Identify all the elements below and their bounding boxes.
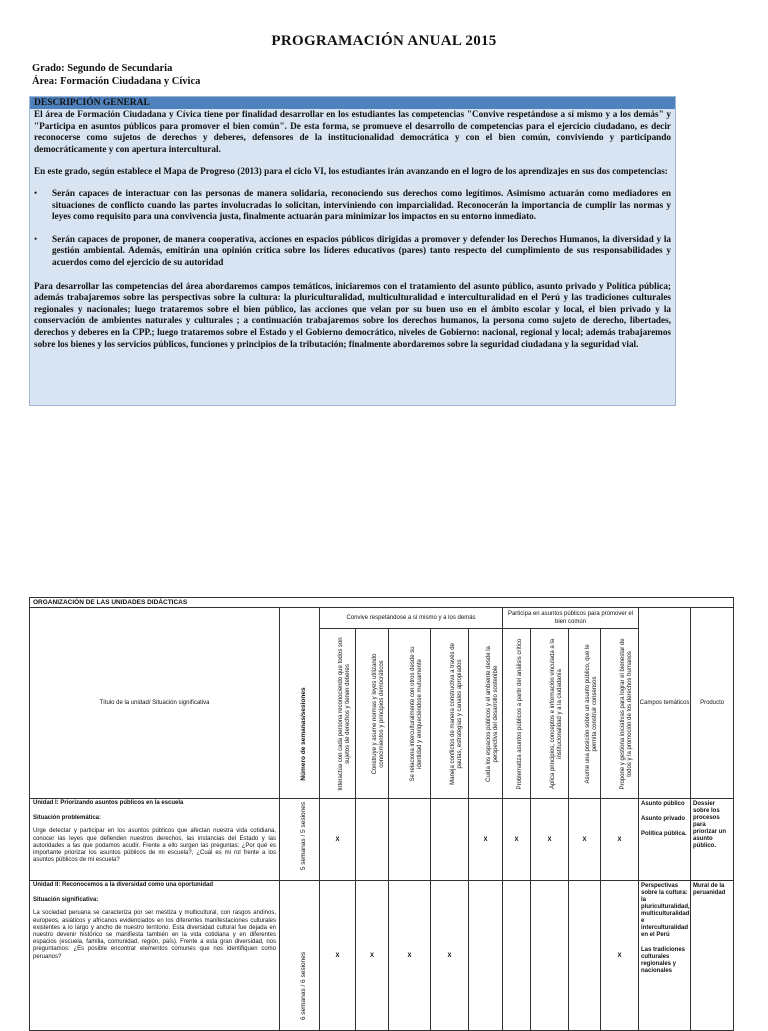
bullet-text: Serán capaces de proponer, de manera cooperativa, acciones en espacios públicos dirigidas a promover y defender los Derechos Humanos, la diversidad y la gestión ambiental. Además, emitirán una opinión crítica sobre los líderes educativos (pares) tanto respecto del cumplimiento de sus responsabilidades y acuerdos como del ejercicio de su autoridad (52, 233, 671, 267)
unit-1-situation-label: Situación problemática: (33, 815, 102, 822)
document-meta (32, 62, 200, 88)
table-heading-row (30, 598, 734, 608)
unit-2-title: Unidad II: Reconocemos a la diversidad como una oportunidad (33, 882, 214, 888)
capacity-header (356, 629, 389, 799)
bullet-text: Serán capaces de interactuar con las personas de manera solidaria, reconociendo sus derechos como legítimos. Asimismo actuarán como mediadores en situaciones de conflicto cuando las partes involucradas lo solicitan, interviniendo con imparcialidad. Reconocerán la importancia de cumplir las normas y leyes como requisito para una convivencia justa, finalmente actuarán para minimizar los impactos en su entorno inmediato. (52, 187, 671, 222)
unit-2-mark-1: X (320, 881, 356, 1031)
unit-2-mark-3: X (389, 881, 431, 1031)
unit-1-mark-1: X (320, 799, 356, 881)
campo-item: Las tradiciones culturales regionales y nacionales (641, 947, 686, 974)
unit-2-mark-empty (531, 881, 569, 1031)
competency-bullet-2 (34, 234, 671, 269)
unit-2-producto (691, 881, 734, 1031)
unit-2-situation-text: La sociedad peruana se caracteriza por ser mestiza y multicultural, con rasgos andinos, europeos, asiáticos y africanos evidenciados en los diferentes manifestaciones culturales existentes a lo largo y ancho de nuestro territorio. Esta diversidad cultural fue dejada en nuestro devenir histórico se manifiesta también en la vida cotidiana y en diferentes espacios (escuela, familia, comunidad, región, país). Frente a esta gran diversidad, nos preguntamos: ¿Es posible encontrar elementos comunes que nos identifiquen como peruanos? (33, 910, 276, 960)
table-heading: ORGANIZACIÓN DE LAS UNIDADES DIDÁCTICAS (30, 598, 734, 608)
table-row (30, 799, 734, 881)
campos-header: Campos temáticos (639, 608, 691, 799)
capacity-header-text: Aplica principios, conceptos e información vinculada a la institucionalidad y a la ciudadanía (549, 638, 563, 790)
competency-group-2: Participa en asuntos públicos para promover el bien común (503, 608, 639, 629)
capacity-header-text: Asume una posición sobre un asunto público, que le permita construir consensos (584, 644, 598, 784)
unit-1-mark-empty (431, 799, 469, 881)
capacity-header (469, 629, 503, 799)
producto-text: Mural de la peruanidad (693, 883, 726, 896)
unit-1-cell (30, 799, 280, 881)
description-paragraph-1: El área de Formación Ciudadana y Cívica tiene por finalidad desarrollar en los estudiantes las competencias "Convive respetándose a sí mismo y a los demás" y "Participa en asuntos públicos para promover el bien común". De esta forma, se promueve el desarrollo de competencias para el ejercicio ciudadano, es decir reconocerse como sujetos de derechos y deberes, defensores de la institucionalidad democrática y con el bien común, conviviendo y participando democráticamente y con apertura intercultural. (34, 109, 671, 154)
document-title: PROGRAMACIÓN ANUAL 2015 (271, 33, 497, 49)
unit-2-situation-label: Situación significativa: (33, 897, 99, 904)
producto-header: Producto (691, 608, 734, 799)
unit-1-weeks (280, 799, 320, 881)
capacity-header-text: Construye y asume normas y leyes utilizando conocimientos y principios democráticos (372, 653, 385, 775)
table-row (30, 881, 734, 1031)
description-heading: DESCRIPCIÓN GENERAL (30, 97, 675, 109)
unit-1-mark-empty (389, 799, 431, 881)
capacity-header (601, 629, 639, 799)
units-organization-table (29, 597, 733, 1021)
unit-1-mark-empty (356, 799, 389, 881)
unit-2-mark-2: X (356, 881, 389, 1031)
capacity-header-text: Se relaciona interculturalmente con otros desde su identidad y enriqueciéndose mutuamente (409, 646, 423, 782)
campo-item: Asunto público (641, 801, 685, 807)
capacity-header-text: Cuida los espacios públicos y el ambiente desde la perspectiva del desarrollo sostenible (485, 646, 499, 782)
unit-2-weeks-text: 6 semanas / 6 sesiones (299, 951, 307, 1021)
description-paragraph-3: Para desarrollar las competencias del área abordaremos campos temáticos, iniciaremos con el tratamiento del asunto público, asunto privado y Política pública; además trabajaremos sobre las perspectivas sobre la cultura: la pluriculturalidad, multiculturalidad e interculturalidad en el Perú y las tradiciones culturales regionales y nacionales; luego trataremos sobre el bien público, las acciones que velan por su buen uso en el ámbito escolar y local, el bien privado y la conservación de ambientes naturales y culturales ; a continuación trabajaremos sobre los derechos humanos, la persona como sujeto de derecho, libertades, derechos y deberes en la CPP.; luego trataremos sobre el Estado y el Gobierno democrático, niveles de Gobierno: nacional, regional y local; además trabajaremos sobre los bienes y los servicios públicos, funciones y principios de la tributación; finalmente abordaremos sobre la seguridad ciudadana y la seguridad vial. (34, 280, 671, 349)
capacity-header (503, 629, 531, 799)
unit-2-mark-empty (569, 881, 601, 1031)
unit-2-mark-empty (503, 881, 531, 1031)
unit-2-campos (639, 881, 691, 1031)
unit-title-header-text: Título de la unidad/ Situación significativa (99, 700, 210, 706)
unit-2-weeks (280, 881, 320, 1031)
unit-2-mark-empty (469, 881, 503, 1031)
unit-1-mark-7: X (531, 799, 569, 881)
unit-1-situation-text: Urge detectar y participar en los asuntos públicos que afectan nuestra vida cotidiana, conocer las leyes que defienden nuestros derechos, las instancias del Estado y las autoridades a las que podamos acudir. Frente a ello surgen las preguntas: ¿Por qué es importante priorizar los asuntos públicos de mi escuela?, ¿Cuál es mi rol frente a los asuntos públicos de mi escuela? (33, 828, 276, 864)
bullet-icon: • (34, 233, 38, 244)
capacity-header (569, 629, 601, 799)
grade-label: Grado: Segundo de Secundaria (32, 63, 173, 74)
unit-1-weeks-text: 5 semanas / 5 sesiones (299, 801, 307, 871)
capacity-header-text: Interactúa con cada persona reconociendo que todos son sujetos de derechos y tienen deberes (337, 637, 351, 791)
group-header-row (30, 608, 734, 629)
unit-1-producto (691, 799, 734, 881)
unit-2-mark-4: X (431, 881, 469, 1031)
unit-title-header (30, 608, 280, 799)
area-label: Área: Formación Ciudadana y Cívica (32, 76, 201, 87)
general-description-box (29, 96, 676, 406)
unit-1-title: Unidad I: Priorizando asuntos públicos en la escuela (33, 800, 184, 806)
capacity-header (389, 629, 431, 799)
producto-text: Dossier sobre los procesos para priorizar un asunto público. (693, 801, 727, 849)
unit-1-mark-6: X (503, 799, 531, 881)
unit-1-mark-5: X (469, 799, 503, 881)
capacity-header (531, 629, 569, 799)
weeks-header (280, 608, 320, 799)
capacity-header (320, 629, 356, 799)
campo-item: Perspectivas sobre la cultura: la pluriculturalidad, multiculturalidad e interculturalidad en el Perú (641, 883, 690, 938)
competency-bullet-1 (34, 188, 671, 223)
description-paragraph-2: En este grado, según establece el Mapa de Progreso (2013) para el ciclo VI, los estudiantes irán avanzando en el logro de los aprendizajes en sus dos competencias: (34, 166, 668, 177)
capacity-header-text: Maneja conflictos de manera constructiva a través de pautas, estrategias y canales apropiados (449, 643, 463, 785)
competency-group-1: Convive respetándose a sí mismo y a los demás (320, 608, 503, 629)
unit-1-mark-8: X (569, 799, 601, 881)
capacity-header (431, 629, 469, 799)
campo-item: Asunto privado (641, 816, 686, 822)
bullet-icon: • (34, 187, 38, 198)
unit-1-campos (639, 799, 691, 881)
unit-2-cell (30, 881, 280, 1031)
unit-2-mark-9: X (601, 881, 639, 1031)
campo-item: Política pública. (641, 831, 687, 837)
capacity-header-text: Problematiza asuntos públicos a partir del análisis crítico (516, 638, 523, 790)
capacity-header-text: Propone y gestiona iniciativas para lograr el bienestar de todos y la promoción de los derechos humanos (619, 638, 633, 790)
unit-1-mark-9: X (601, 799, 639, 881)
weeks-header-text: Número de semanas/sesiones (299, 687, 307, 781)
